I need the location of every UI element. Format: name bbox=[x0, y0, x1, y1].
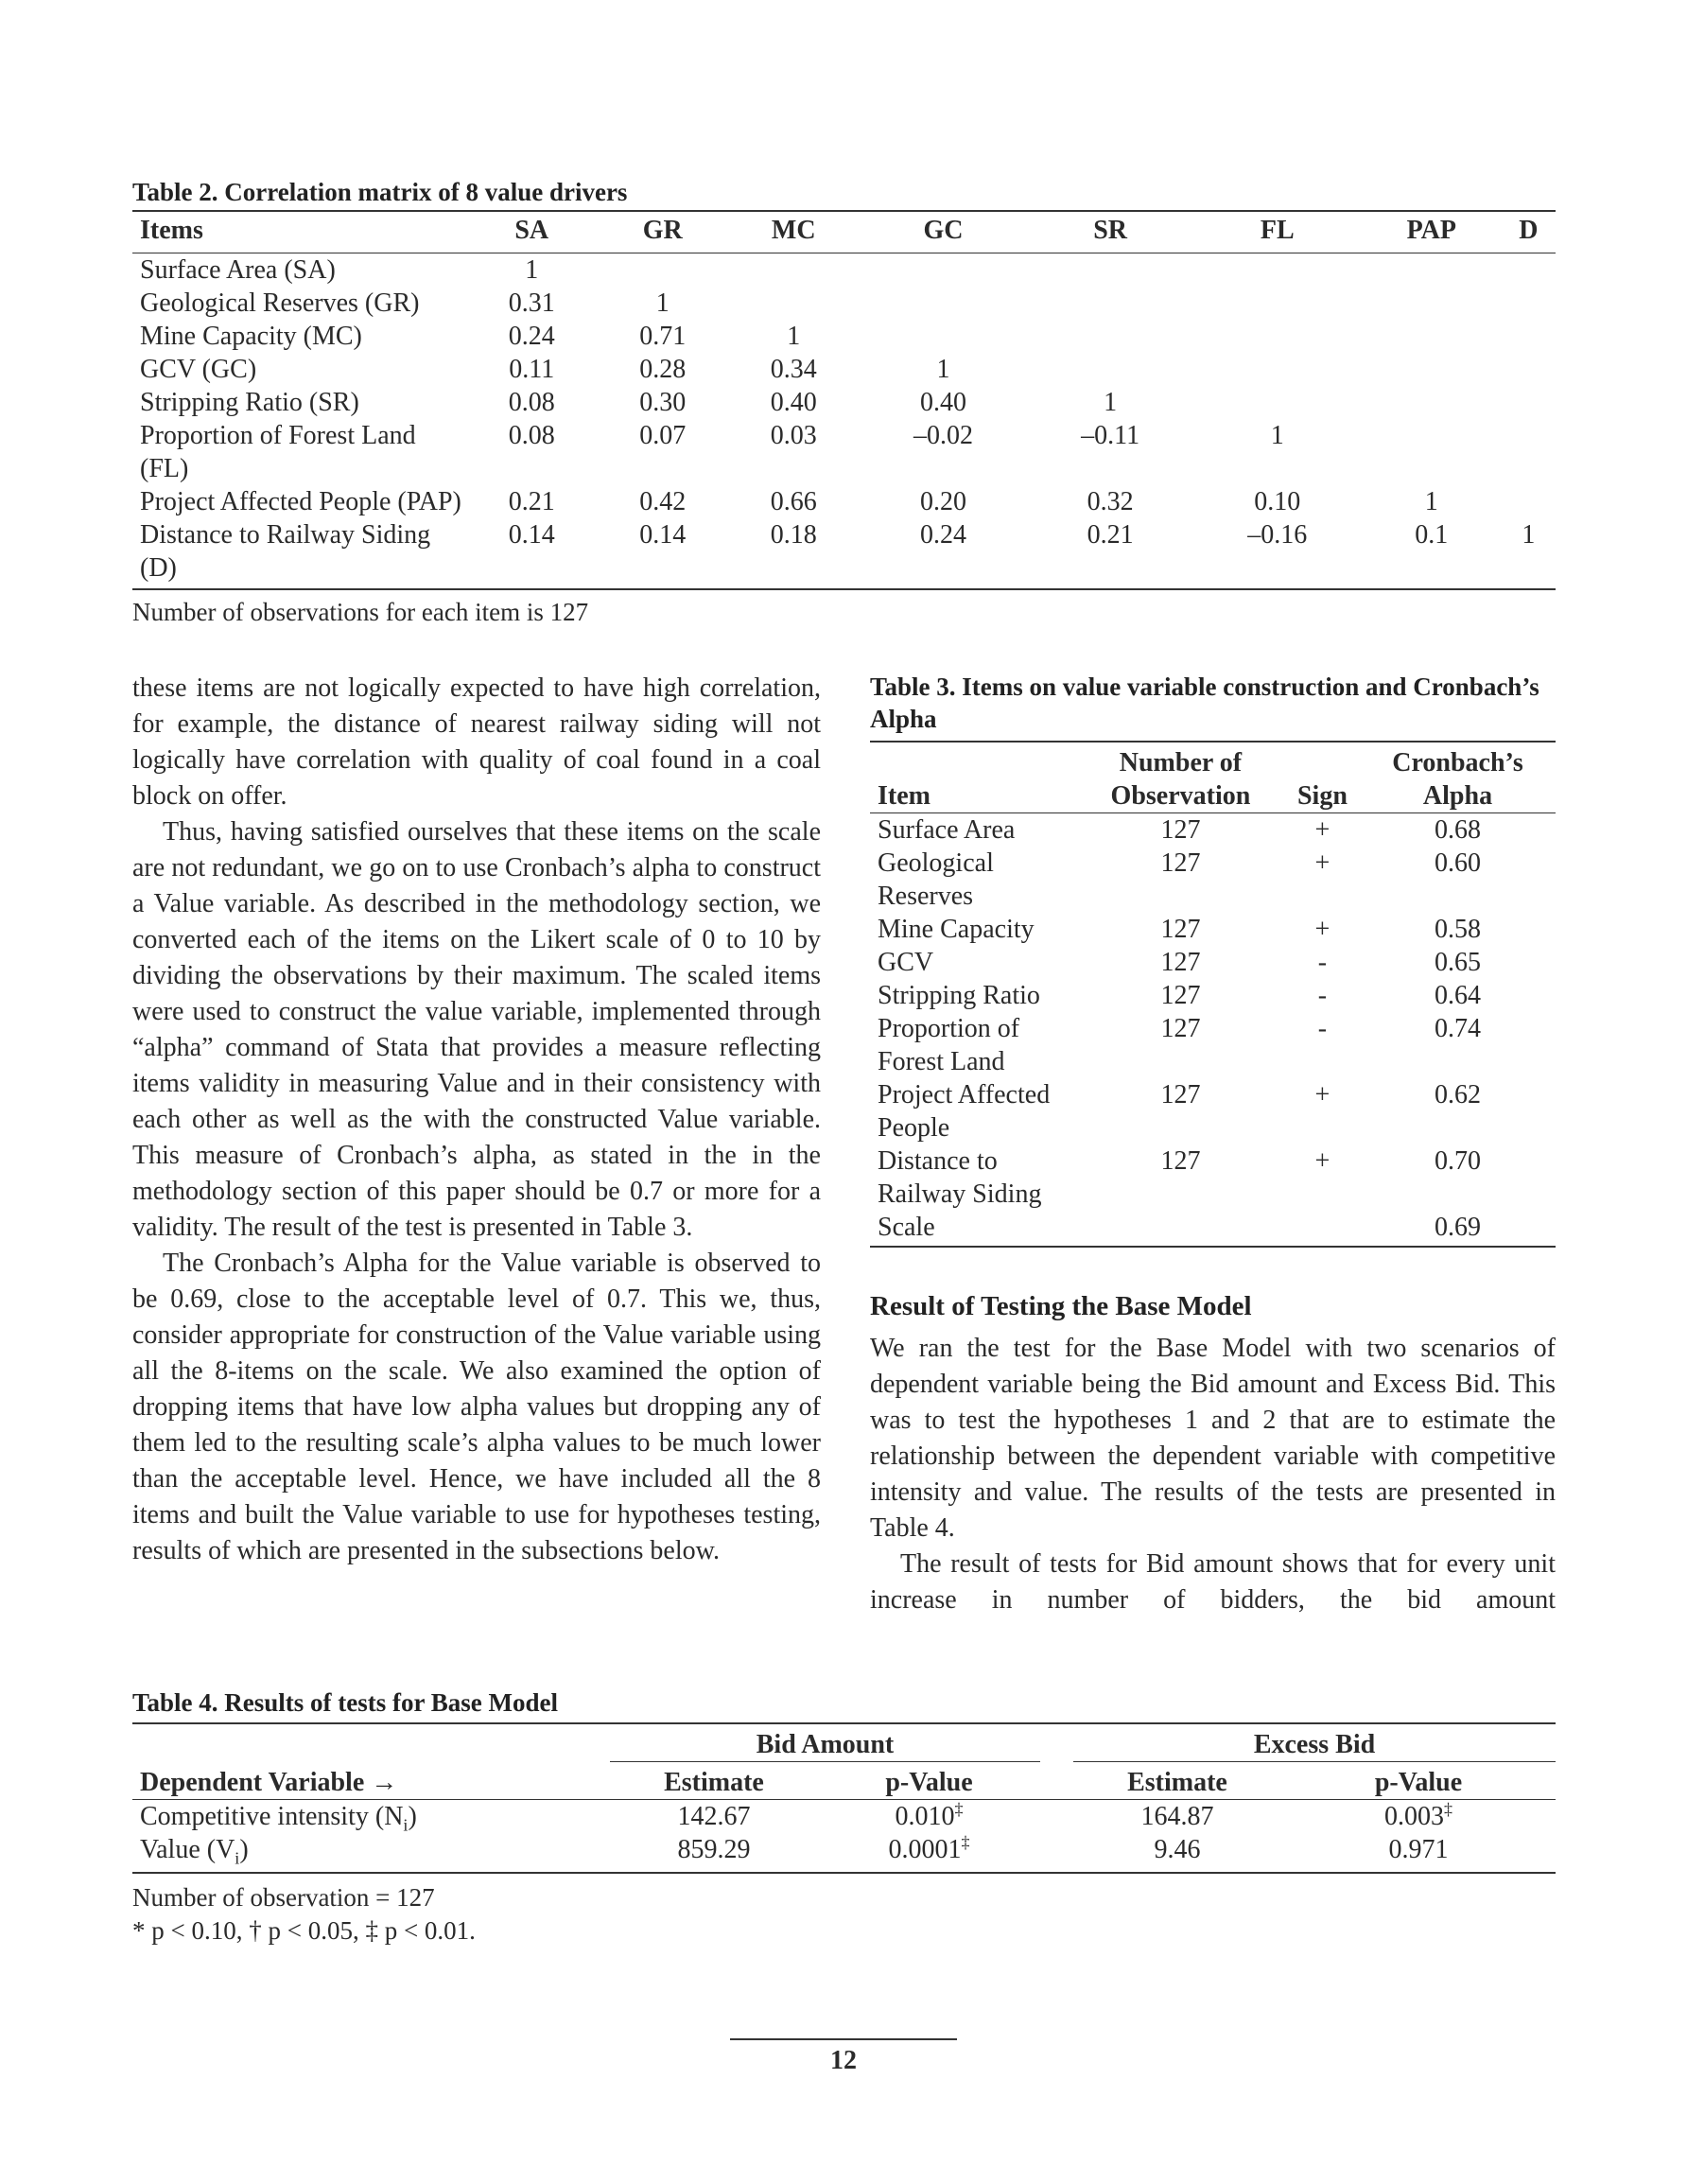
table2-header-d: D bbox=[1502, 211, 1556, 253]
bid-estimate: 859.29 bbox=[610, 1833, 818, 1873]
correlation-cell: 1 bbox=[1104, 388, 1118, 417]
bid-pvalue bbox=[818, 1800, 1040, 1834]
row-label: Proportion of Forest Land (FL) bbox=[140, 421, 416, 483]
pvalue-number: 0.010 bbox=[895, 1802, 955, 1831]
table4-header-estimate: Estimate bbox=[610, 1762, 818, 1800]
observation-count: 127 bbox=[1160, 981, 1201, 1010]
correlation-cell bbox=[1028, 287, 1193, 320]
sign: - bbox=[1317, 948, 1328, 977]
significance-mark: ‡ bbox=[954, 1799, 964, 1819]
table-row bbox=[132, 386, 1556, 419]
pvalue-number: 0.003 bbox=[1384, 1802, 1444, 1831]
correlation-cell bbox=[1193, 386, 1362, 419]
correlation-cell: 1 bbox=[525, 255, 539, 285]
alpha-value: 0.58 bbox=[1435, 915, 1481, 944]
correlation-cell bbox=[1193, 353, 1362, 386]
cronbach-table bbox=[870, 741, 1556, 1248]
correlation-cell bbox=[1362, 320, 1502, 353]
table4-header-pvalue: p-Value bbox=[818, 1762, 1040, 1800]
item-name: Surface Area bbox=[878, 815, 1016, 845]
row-label: Geological Reserves (GR) bbox=[140, 288, 420, 318]
alpha-value: 0.68 bbox=[1435, 815, 1481, 845]
correlation-cell: –0.02 bbox=[913, 421, 974, 450]
table2-header-mc: MC bbox=[728, 211, 860, 253]
alpha-value: 0.60 bbox=[1435, 848, 1481, 878]
observation-count: 127 bbox=[1160, 815, 1201, 845]
correlation-cell: 0.40 bbox=[770, 388, 817, 417]
pvalue-number: 0.0001 bbox=[888, 1835, 962, 1864]
correlation-cell: 0.14 bbox=[466, 518, 598, 589]
correlation-cell bbox=[860, 253, 1028, 288]
correlation-cell: 1 bbox=[655, 288, 670, 318]
table3-caption: Table 3. Items on value variable construction and Cronbach’s Alpha bbox=[870, 673, 1539, 733]
excess-estimate: 9.46 bbox=[1073, 1833, 1281, 1873]
table-row bbox=[870, 847, 1556, 913]
correlation-cell bbox=[1502, 353, 1556, 386]
table3-header-obs-line2: Observation bbox=[1076, 779, 1285, 813]
table3-header-item: Item bbox=[870, 779, 1076, 813]
table-row bbox=[132, 518, 1556, 589]
variable-subscript: i bbox=[403, 1815, 409, 1835]
table4-caption: Table 4. Results of tests for Base Model bbox=[132, 1688, 558, 1717]
sign: + bbox=[1314, 815, 1330, 845]
table-row bbox=[870, 946, 1556, 979]
correlation-cell bbox=[598, 253, 729, 288]
correlation-cell: 0.08 bbox=[508, 388, 555, 417]
item-name: Project Affected People bbox=[878, 1080, 1051, 1143]
table2-header-sa: SA bbox=[466, 211, 598, 253]
item-name: Stripping Ratio bbox=[878, 981, 1040, 1010]
sign: + bbox=[1314, 1080, 1330, 1109]
correlation-cell: 0.21 bbox=[508, 487, 555, 516]
correlation-cell: 0.10 bbox=[1254, 487, 1301, 516]
table-row bbox=[132, 320, 1556, 353]
correlation-cell: 0.32 bbox=[1087, 487, 1134, 516]
correlation-cell bbox=[1362, 287, 1502, 320]
table-row bbox=[870, 1078, 1556, 1144]
correlation-cell bbox=[1028, 320, 1193, 353]
table2-note: Number of observations for each item is 127 bbox=[132, 598, 589, 626]
correlation-cell bbox=[1028, 353, 1193, 386]
table2-caption: Table 2. Correlation matrix of 8 value drivers bbox=[132, 178, 628, 206]
table3-header-obs-line1: Number of bbox=[1076, 742, 1285, 779]
correlation-cell: 0.30 bbox=[639, 388, 687, 417]
correlation-cell: 0.11 bbox=[509, 355, 555, 384]
correlation-cell: 1 bbox=[1502, 518, 1556, 589]
correlation-cell: –0.16 bbox=[1193, 518, 1362, 589]
variable-label bbox=[132, 1800, 610, 1834]
correlation-cell bbox=[1362, 353, 1502, 386]
correlation-cell: 0.66 bbox=[770, 487, 817, 516]
correlation-cell: 0.24 bbox=[508, 322, 555, 351]
item-name: Scale bbox=[870, 1211, 1076, 1247]
table3-header-alpha-line1: Cronbach’s bbox=[1360, 742, 1556, 779]
spacer bbox=[1040, 1800, 1073, 1834]
correlation-cell: 0.28 bbox=[639, 355, 687, 384]
correlation-cell: 0.71 bbox=[639, 322, 687, 351]
row-label: GCV (GC) bbox=[140, 355, 257, 384]
table4-note-obs: Number of observation = 127 bbox=[132, 1883, 435, 1912]
observation-count bbox=[1076, 1211, 1285, 1247]
paragraph: Thus, having satisfied ourselves that these items on the scale are not redundant, we go on to use Cronbach’s alpha to construct a Value variable. As described in the methodology section, we converted each of the items on the Likert scale of 0 to 10 by dividing the observations by their maximum. The scaled items were used to construct the value variable, implemented through “alpha” command of Stata that provides a measure reflecting items validity in measuring Value and in their consistency with each other as well as the with the constructed Value variable. This measure of Cronbach’s alpha, as stated in the in the methodology section of this paper should be 0.7 or more for a validity. The result of the test is presented in Table 3. bbox=[132, 817, 821, 1242]
table2-header-fl: FL bbox=[1193, 211, 1362, 253]
correlation-cell bbox=[728, 253, 860, 288]
alpha-value: 0.74 bbox=[1435, 1014, 1481, 1043]
footer-rule bbox=[730, 2038, 957, 2040]
table4-group-excess-bid: Excess Bid bbox=[1073, 1723, 1556, 1762]
row-label: Distance to Railway Siding (D) bbox=[132, 518, 466, 589]
table2-header-pap: PAP bbox=[1362, 211, 1502, 253]
sign: + bbox=[1314, 1146, 1330, 1176]
sign: - bbox=[1317, 1014, 1328, 1043]
correlation-cell: 0.42 bbox=[639, 487, 687, 516]
correlation-cell: 0.1 bbox=[1362, 518, 1502, 589]
alpha-value: 0.70 bbox=[1435, 1146, 1481, 1176]
correlation-cell: 0.21 bbox=[1028, 518, 1193, 589]
alpha-value: 0.64 bbox=[1435, 981, 1481, 1010]
correlation-cell: 0.40 bbox=[920, 388, 967, 417]
paragraph: The Cronbach’s Alpha for the Value variable is observed to be 0.69, close to the acceptable level of 0.7. This we, thus, consider appropriate for construction of the Value variable using all the 8-items on the scale. We also examined the option of dropping items that have low alpha values but dropping any of them led to the resulting scale’s alpha values to be much lower than the acceptable level. Hence, we have included all the 8 items and built the Value variable to use for hypotheses testing, results of which are presented in the subsections below. bbox=[132, 1249, 821, 1565]
table2-header-gc: GC bbox=[860, 211, 1028, 253]
sign: + bbox=[1314, 915, 1330, 944]
observation-count: 127 bbox=[1160, 1080, 1201, 1109]
pvalue-number: 0.971 bbox=[1388, 1835, 1449, 1864]
observation-count: 127 bbox=[1160, 1146, 1201, 1176]
correlation-cell bbox=[1362, 419, 1502, 485]
table-row bbox=[870, 913, 1556, 946]
correlation-cell bbox=[1502, 253, 1556, 288]
correlation-cell bbox=[1502, 419, 1556, 485]
excess-pvalue bbox=[1281, 1833, 1556, 1873]
table3-header-sign: Sign bbox=[1285, 779, 1360, 813]
item-name: GCV bbox=[878, 948, 934, 977]
row-label: Mine Capacity (MC) bbox=[140, 322, 362, 351]
excess-pvalue bbox=[1281, 1800, 1556, 1834]
table4-header-estimate: Estimate bbox=[1073, 1762, 1281, 1800]
variable-name: Competitive intensity (N bbox=[140, 1802, 404, 1831]
table4-note-significance: * p < 0.10, † p < 0.05, ‡ p < 0.01. bbox=[132, 1916, 476, 1945]
correlation-cell: 0.08 bbox=[508, 421, 555, 450]
table2-header-sr: SR bbox=[1028, 211, 1193, 253]
bid-estimate: 142.67 bbox=[677, 1802, 751, 1831]
sign: + bbox=[1314, 848, 1330, 878]
table4-header-pvalue: p-Value bbox=[1281, 1762, 1556, 1800]
significance-mark: ‡ bbox=[961, 1832, 970, 1852]
sign bbox=[1285, 1211, 1360, 1247]
correlation-cell bbox=[1193, 253, 1362, 288]
table2-header-gr: GR bbox=[598, 211, 729, 253]
table4-group-bid-amount: Bid Amount bbox=[610, 1723, 1040, 1762]
alpha-value: 0.69 bbox=[1360, 1211, 1556, 1247]
correlation-cell: 1 bbox=[787, 322, 801, 351]
variable-label bbox=[132, 1833, 610, 1873]
significance-mark: ‡ bbox=[1444, 1799, 1452, 1819]
row-label: Project Affected People (PAP) bbox=[140, 487, 461, 516]
correlation-cell: 0.03 bbox=[770, 421, 817, 450]
table-row bbox=[132, 1833, 1556, 1873]
table3-header-alpha-line2: Alpha bbox=[1360, 779, 1556, 813]
variable-close: ) bbox=[408, 1802, 417, 1831]
variable-close: ) bbox=[239, 1835, 249, 1864]
spacer bbox=[1040, 1833, 1073, 1873]
row-label: Stripping Ratio (SR) bbox=[140, 388, 359, 417]
left-column bbox=[132, 671, 821, 1569]
correlation-cell: 0.14 bbox=[598, 518, 729, 589]
correlation-cell bbox=[1193, 287, 1362, 320]
observation-count: 127 bbox=[1160, 915, 1201, 944]
item-name: Mine Capacity bbox=[878, 915, 1035, 944]
correlation-cell bbox=[860, 287, 1028, 320]
correlation-cell: 0.24 bbox=[860, 518, 1028, 589]
table-row bbox=[132, 353, 1556, 386]
table2-header-items: Items bbox=[132, 211, 466, 253]
correlation-cell: 0.18 bbox=[728, 518, 860, 589]
table-row bbox=[870, 1211, 1556, 1247]
correlation-cell bbox=[1502, 386, 1556, 419]
row-label: Surface Area (SA) bbox=[140, 255, 336, 285]
correlation-cell: 0.34 bbox=[770, 355, 817, 384]
item-name: Distance to Railway Siding bbox=[878, 1146, 1042, 1209]
table-row bbox=[132, 419, 1556, 485]
table-row bbox=[870, 979, 1556, 1012]
page-number: 12 bbox=[830, 2046, 857, 2075]
paragraph: We ran the test for the Base Model with two scenarios of dependent variable being the Bid amount and Excess Bid. This was to test the hypotheses 1 and 2 that are to estimate the relationship between the dependent variable with competitive intensity and value. The results of the tests are presented in Table 4. bbox=[870, 1334, 1556, 1543]
table-row bbox=[870, 1012, 1556, 1078]
alpha-value: 0.65 bbox=[1435, 948, 1481, 977]
excess-estimate: 164.87 bbox=[1140, 1802, 1214, 1831]
right-column bbox=[870, 671, 1556, 1618]
table-row bbox=[132, 1800, 1556, 1834]
variable-name: Value (V bbox=[140, 1835, 235, 1864]
table-row bbox=[132, 485, 1556, 518]
page bbox=[132, 176, 1556, 1948]
correlation-cell bbox=[1502, 485, 1556, 518]
correlation-cell: 0.20 bbox=[920, 487, 967, 516]
table-row bbox=[132, 287, 1556, 320]
correlation-cell bbox=[1362, 386, 1502, 419]
body-columns bbox=[132, 671, 1556, 1673]
results-table bbox=[132, 1722, 1556, 1874]
bid-pvalue bbox=[818, 1833, 1040, 1873]
table-row bbox=[132, 253, 1556, 288]
alpha-value: 0.62 bbox=[1435, 1080, 1481, 1109]
sign: - bbox=[1317, 981, 1328, 1010]
correlation-cell bbox=[1362, 253, 1502, 288]
observation-count: 127 bbox=[1160, 948, 1201, 977]
correlation-cell bbox=[860, 320, 1028, 353]
correlation-cell bbox=[1028, 253, 1193, 288]
correlation-cell: 1 bbox=[1270, 421, 1284, 450]
paragraph: The result of tests for Bid amount shows that for every unit increase in number of bidders, the bid amount bbox=[870, 1549, 1556, 1615]
correlation-cell: 1 bbox=[1424, 487, 1438, 516]
correlation-cell bbox=[1502, 287, 1556, 320]
table4-header-dependent: Dependent Variable → bbox=[132, 1762, 610, 1800]
item-name: Proportion of Forest Land bbox=[878, 1014, 1020, 1076]
correlation-cell bbox=[1502, 320, 1556, 353]
item-name: Geological Reserves bbox=[878, 848, 994, 911]
correlation-cell: 1 bbox=[936, 355, 950, 384]
correlation-cell: 0.31 bbox=[508, 288, 555, 318]
table4-wrapper bbox=[132, 1686, 1556, 1948]
correlation-cell bbox=[728, 287, 860, 320]
variable-subscript: i bbox=[235, 1848, 240, 1868]
observation-count: 127 bbox=[1160, 848, 1201, 878]
paragraph: these items are not logically expected to have high correlation, for example, the distance of nearest railway siding will not logically have correlation with quality of coal found in a coal block on offer. bbox=[132, 673, 821, 811]
correlation-cell bbox=[1193, 320, 1362, 353]
correlation-cell: 0.07 bbox=[639, 421, 687, 450]
correlation-cell: –0.11 bbox=[1081, 421, 1140, 450]
correlation-table bbox=[132, 210, 1556, 590]
observation-count: 127 bbox=[1160, 1014, 1201, 1043]
table-row bbox=[870, 813, 1556, 847]
table-row bbox=[870, 1144, 1556, 1211]
section-heading: Result of Testing the Base Model bbox=[870, 1291, 1252, 1321]
